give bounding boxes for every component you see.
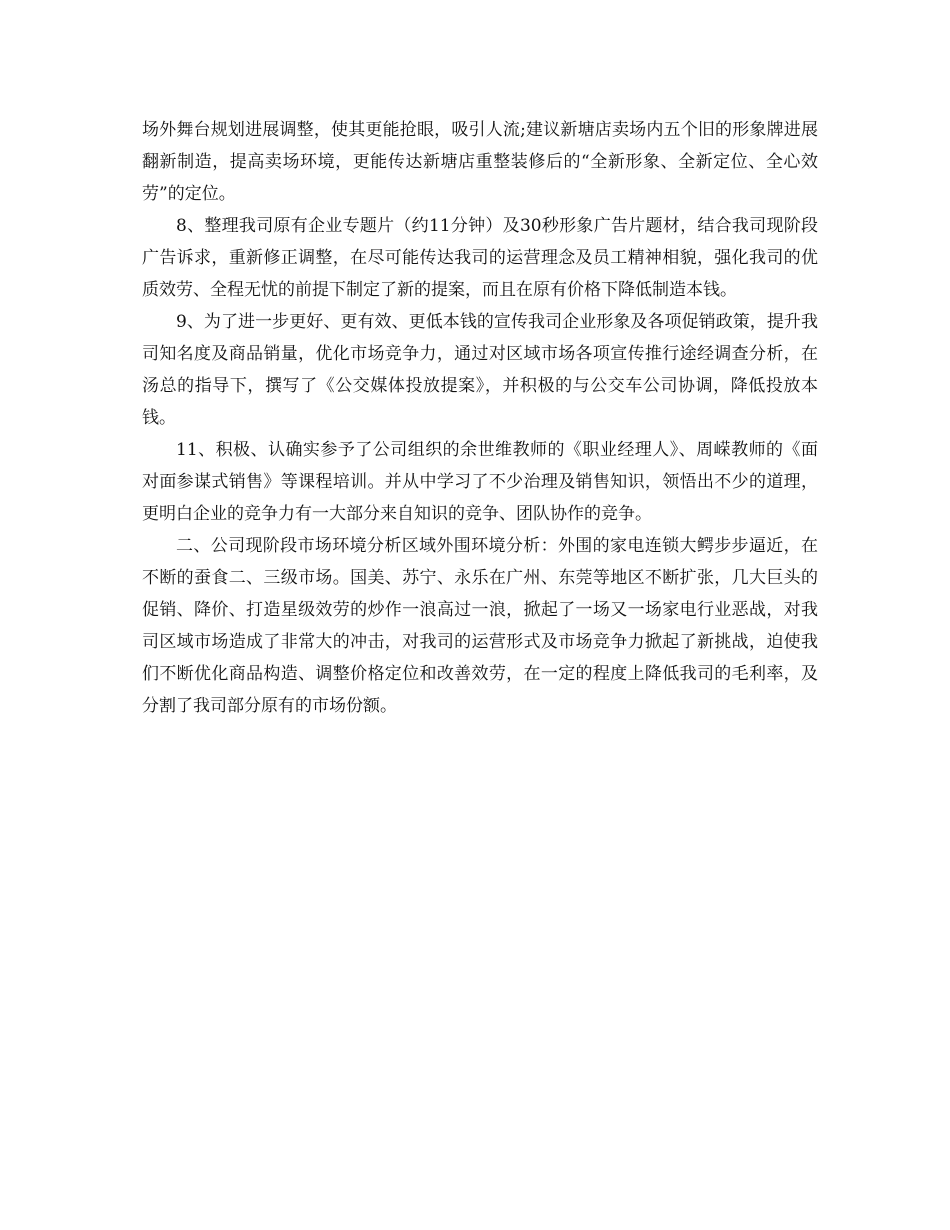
document-body: [142, 114, 818, 722]
paragraph-item-9: 9、为了进一步更好、更有效、更低本钱的宣传我司企业形象及各项促销政策，提升我司知名度及商品销量，优化市场竞争力，通过对区域市场各项宣传推行途经调查分析，在汤总的指导下，撰写了《公交媒体投放提案》，并积极的与公交车公司协调，降低投放本钱。: [142, 312, 818, 428]
paragraph-continuation: 场外舞台规划进展调整，使其更能抢眼，吸引人流;建议新塘店卖场内五个旧的形象牌进展翻新制造，提高卖场环境，更能传达新塘店重整装修后的“全新形象、全新定位、全心效劳”的定位。: [142, 120, 818, 204]
paragraph-item-8: 8、整理我司原有企业专题片（约11分钟）及30秒形象广告片题材，结合我司现阶段广告诉求，重新修正调整，在尽可能传达我司的运营理念及员工精神相貌，强化我司的优质效劳、全程无忧的前提下制定了新的提案，而且在原有价格下降低制造本钱。: [142, 216, 818, 300]
paragraph-section-2: 二、公司现阶段市场环境分析区域外围环境分析：外围的家电连锁大鳄步步逼近，在不断的蚕食二、三级市场。国美、苏宁、永乐在广州、东莞等地区不断扩张，几大巨头的促销、降价、打造星级效劳的炒作一浪高过一浪，掀起了一场又一场家电行业恶战，对我司区域市场造成了非常大的冲击，对我司的运营形式及市场竞争力掀起了新挑战，迫使我们不断优化商品构造、调整价格定位和改善效劳，在一定的程度上降低我司的毛利率，及分割了我司部分原有的市场份额。: [142, 536, 818, 716]
paragraph-item-11: 11、积极、认确实参予了公司组织的余世维教师的《职业经理人》、周嵘教师的《面对面参谋式销售》等课程培训。并从中学习了不少治理及销售知识，领悟出不少的道理，更明白企业的竞争力有一大部分来自知识的竞争、团队协作的竞争。: [142, 440, 818, 524]
